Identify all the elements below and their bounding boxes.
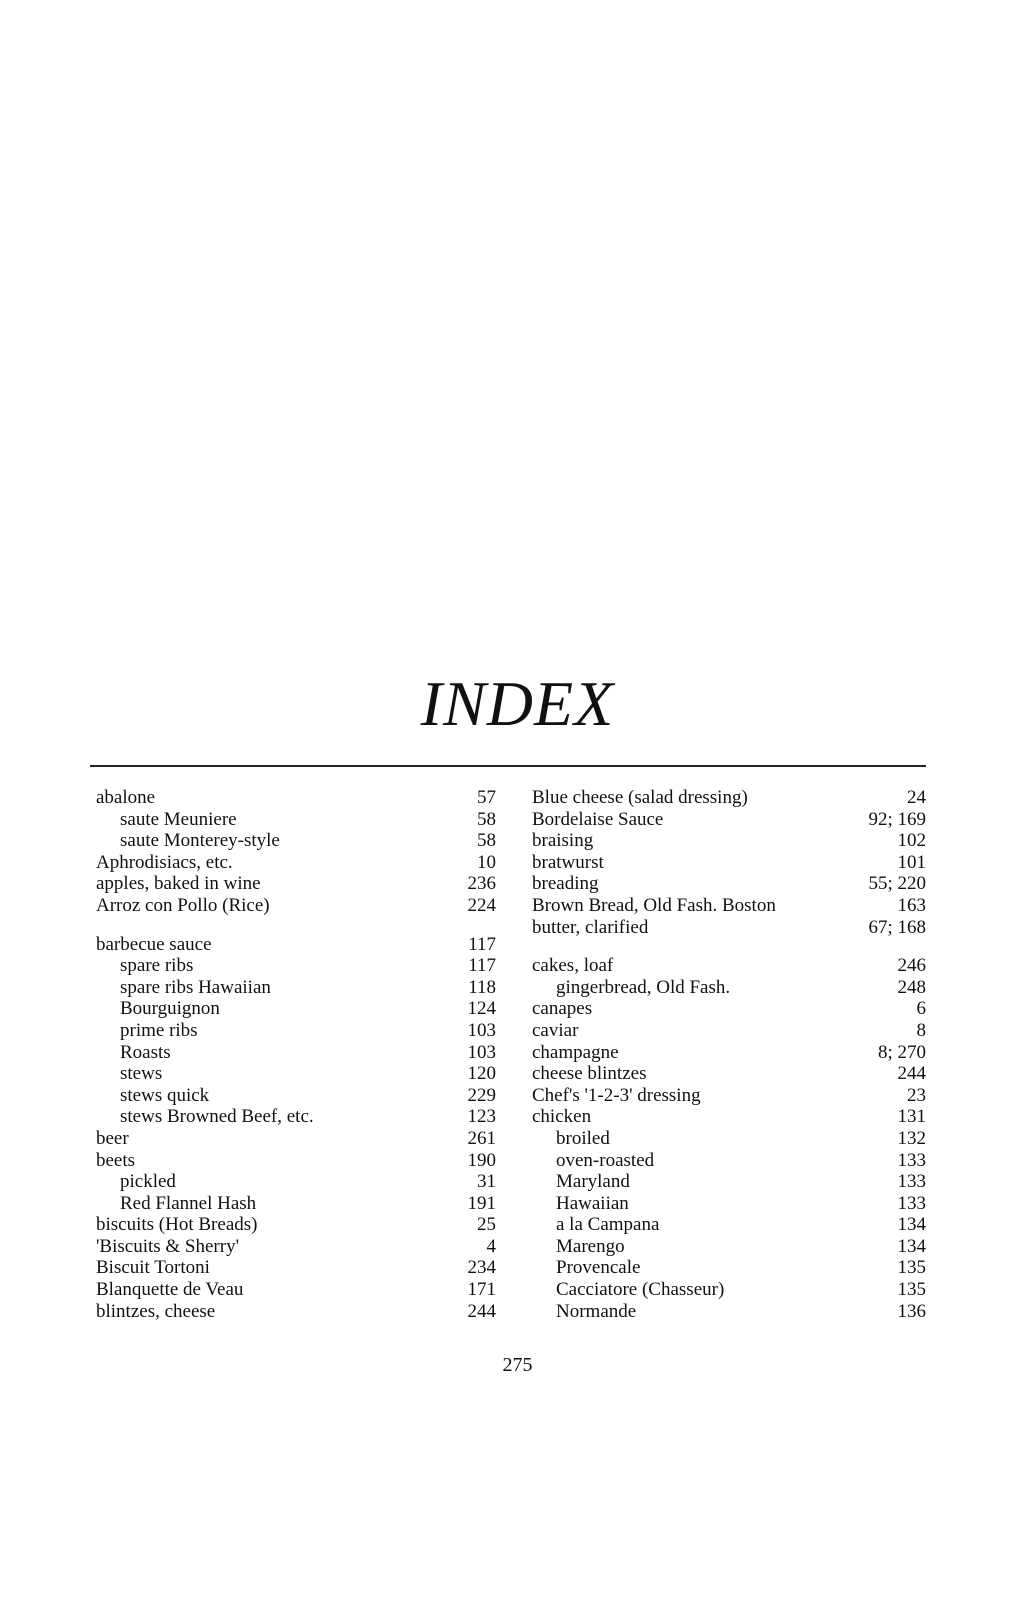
entry-term: breading <box>532 873 599 895</box>
entry-pages: 101 <box>897 851 926 873</box>
index-entry <box>532 917 926 939</box>
index-entry <box>96 873 496 895</box>
entry-term: champagne <box>532 1041 619 1063</box>
entry-term: butter, clarified <box>532 916 649 938</box>
index-subentry <box>532 1171 926 1193</box>
entry-term: beer <box>96 1127 129 1149</box>
entry-pages: 171 <box>467 1279 496 1301</box>
entry-pages: 117 <box>468 933 496 955</box>
entry-pages: 133 <box>897 1192 926 1214</box>
entry-term: Bordelaise Sauce <box>532 808 664 830</box>
entry-term: caviar <box>532 1019 579 1041</box>
entry-term: Maryland <box>556 1171 630 1193</box>
index-subentry <box>532 1236 926 1258</box>
entry-pages: 58 <box>477 808 496 830</box>
entry-term: Brown Bread, Old Fash. Boston <box>532 894 776 916</box>
entry-term: Chef's '1-2-3' dressing <box>532 1084 701 1106</box>
entry-pages: 134 <box>897 1235 926 1257</box>
entry-pages: 118 <box>468 976 496 998</box>
index-entry <box>96 1150 496 1172</box>
entry-pages: 25 <box>477 1214 496 1236</box>
entry-pages: 246 <box>897 955 926 977</box>
entry-term: Arroz con Pollo (Rice) <box>96 894 270 916</box>
index-entry <box>532 895 926 917</box>
entry-pages: 136 <box>897 1300 926 1322</box>
index-entry <box>532 955 926 977</box>
title-divider <box>90 765 926 767</box>
entry-term: Cacciatore (Chasseur) <box>556 1279 725 1301</box>
index-subentry <box>96 955 496 977</box>
index-subentry <box>96 1085 496 1107</box>
entry-term: Hawaiian <box>556 1192 629 1214</box>
entry-term: pickled <box>120 1171 176 1193</box>
entry-term: abalone <box>96 787 156 808</box>
entry-term: stews Browned Beef, etc. <box>120 1106 314 1128</box>
entry-term: biscuits (Hot Breads) <box>96 1214 258 1236</box>
entry-pages: 103 <box>467 1019 496 1041</box>
index-subentry <box>532 1128 926 1150</box>
entry-term: beets <box>96 1149 136 1171</box>
entry-term: Blanquette de Veau <box>96 1279 244 1301</box>
entry-term: prime ribs <box>120 1019 198 1041</box>
entry-term: apples, baked in wine <box>96 873 261 895</box>
entry-term: Blue cheese (salad dressing) <box>532 787 748 808</box>
index-entry <box>532 998 926 1020</box>
entry-term: 'Biscuits & Sherry' <box>96 1235 240 1257</box>
entry-pages: 261 <box>467 1127 496 1149</box>
entry-term: Aphrodisiacs, etc. <box>96 851 233 873</box>
page-title: INDEX <box>420 668 615 739</box>
index-subentry <box>96 1193 496 1215</box>
entry-pages: 244 <box>897 1063 926 1085</box>
entry-term: saute Meuniere <box>120 808 237 830</box>
entry-term: braising <box>532 830 594 852</box>
entry-pages: 102 <box>897 830 926 852</box>
index-entry <box>532 830 926 852</box>
entry-term: Provencale <box>556 1257 641 1279</box>
entry-term: Red Flannel Hash <box>120 1192 257 1214</box>
index-entry <box>96 1279 496 1301</box>
entry-pages: 55; 220 <box>868 873 926 895</box>
index-subentry <box>532 1150 926 1172</box>
entry-term: oven-roasted <box>556 1149 655 1171</box>
page-number: 275 <box>502 1354 533 1376</box>
entry-term: stews quick <box>120 1084 210 1106</box>
index-subentry <box>96 1171 496 1193</box>
entry-pages: 123 <box>467 1106 496 1128</box>
entry-pages: 120 <box>467 1063 496 1085</box>
entry-term: broiled <box>556 1127 610 1149</box>
entry-term: spare ribs <box>120 955 194 977</box>
group-spacer <box>96 917 496 934</box>
entry-term: gingerbread, Old Fash. <box>556 976 731 998</box>
entry-pages: 124 <box>467 998 496 1020</box>
index-entry <box>532 809 926 831</box>
entry-term: Marengo <box>556 1235 625 1257</box>
entry-pages: 57 <box>477 787 496 808</box>
entry-pages: 24 <box>907 787 926 808</box>
entry-term: chicken <box>532 1106 592 1128</box>
index-entry <box>96 1301 496 1323</box>
index-entry <box>96 934 496 956</box>
entry-pages: 229 <box>467 1084 496 1106</box>
entry-pages: 190 <box>467 1149 496 1171</box>
index-subentry <box>96 1020 496 1042</box>
entry-pages: 58 <box>477 830 496 852</box>
index-subentry <box>532 1301 926 1323</box>
entry-pages: 4 <box>486 1235 496 1257</box>
entry-pages: 31 <box>477 1171 496 1193</box>
entry-pages: 131 <box>897 1106 926 1128</box>
entry-term: spare ribs Hawaiian <box>120 976 271 998</box>
index-entry <box>96 787 496 809</box>
index-entry <box>96 1214 496 1236</box>
index-subentry <box>96 1042 496 1064</box>
index-entry <box>532 1085 926 1107</box>
entry-pages: 135 <box>897 1279 926 1301</box>
entry-term: Bourguignon <box>120 998 220 1020</box>
entry-pages: 10 <box>477 851 496 873</box>
entry-pages: 8 <box>916 1019 926 1041</box>
entry-pages: 134 <box>897 1214 926 1236</box>
index-entry <box>532 1106 926 1128</box>
index-entry <box>532 1020 926 1042</box>
index-subentry <box>532 977 926 999</box>
entry-pages: 135 <box>897 1257 926 1279</box>
entry-term: a la Campana <box>556 1214 660 1236</box>
entry-term: Roasts <box>120 1041 171 1063</box>
index-entry <box>96 895 496 917</box>
index-entry <box>96 1257 496 1279</box>
index-subentry <box>532 1279 926 1301</box>
entry-term: Normande <box>556 1300 637 1322</box>
index-subentry <box>96 809 496 831</box>
index-entry <box>532 873 926 895</box>
group-spacer <box>532 938 926 955</box>
entry-pages: 163 <box>897 894 926 916</box>
index-entry <box>532 1042 926 1064</box>
entry-pages: 117 <box>468 955 496 977</box>
entry-term: cheese blintzes <box>532 1063 647 1085</box>
entry-term: Biscuit Tortoni <box>96 1257 210 1279</box>
index-subentry <box>532 1257 926 1279</box>
index-column-right <box>532 787 926 1322</box>
index-entry <box>532 787 926 809</box>
index-subentry <box>96 1106 496 1128</box>
index-entry <box>96 1236 496 1258</box>
entry-pages: 23 <box>907 1084 926 1106</box>
index-subentry <box>96 1063 496 1085</box>
index-entry <box>96 1128 496 1150</box>
entry-pages: 6 <box>916 998 926 1020</box>
index-column-left <box>96 787 496 1322</box>
entry-pages: 132 <box>897 1127 926 1149</box>
entry-term: bratwurst <box>532 851 604 873</box>
index-subentry <box>96 977 496 999</box>
index-subentry <box>96 830 496 852</box>
entry-pages: 191 <box>467 1192 496 1214</box>
entry-pages: 8; 270 <box>877 1041 926 1063</box>
entry-pages: 103 <box>467 1041 496 1063</box>
entry-pages: 133 <box>897 1149 926 1171</box>
entry-pages: 224 <box>467 894 496 916</box>
entry-pages: 244 <box>467 1300 496 1322</box>
index-subentry <box>532 1193 926 1215</box>
index-entry <box>532 1063 926 1085</box>
entry-pages: 92; 169 <box>868 808 926 830</box>
entry-pages: 133 <box>897 1171 926 1193</box>
entry-term: barbecue sauce <box>96 933 212 955</box>
entry-term: cakes, loaf <box>532 955 614 977</box>
index-entry <box>532 852 926 874</box>
entry-pages: 236 <box>467 873 496 895</box>
entry-pages: 248 <box>897 976 926 998</box>
entry-pages: 67; 168 <box>868 916 926 938</box>
index-subentry <box>96 998 496 1020</box>
entry-term: stews <box>120 1063 163 1085</box>
entry-term: canapes <box>532 998 593 1020</box>
entry-pages: 234 <box>467 1257 496 1279</box>
index-subentry <box>532 1214 926 1236</box>
entry-term: blintzes, cheese <box>96 1300 216 1322</box>
index-entry <box>96 852 496 874</box>
entry-term: saute Monterey-style <box>120 830 280 852</box>
